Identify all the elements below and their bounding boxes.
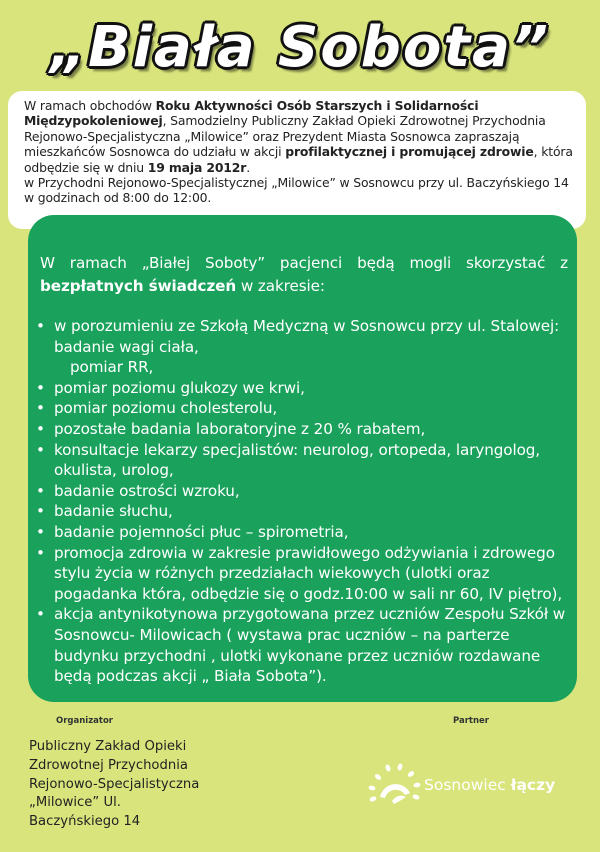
- list-item: • pomiar poziomu glukozy we krwi,: [36, 378, 305, 397]
- list-item: • akcja antynikotynowa przygotowana przez uczniów Zespołu Szkół w Sosnowcu- Milowicach ( wystawa prac uczniów – na parterze budynku przychodni , ulotki wykonane przez uczniów rozdawane będą podczas akcji „ Biała Sobota”).: [36, 605, 566, 686]
- bullet-icon: •: [36, 378, 45, 397]
- bullet-icon: •: [36, 440, 45, 459]
- organizer-line: Rejonowo-Specjalistyczna: [29, 776, 200, 792]
- list-item: • badanie ostrości wzroku,: [36, 481, 240, 500]
- partner-label: Partner: [453, 716, 490, 726]
- sosnowiec-sun-logo-icon: [364, 757, 424, 817]
- bullet-icon: •: [36, 419, 45, 438]
- organizer-address: [29, 738, 269, 832]
- list-item: • badanie pojemności płuc – spirometria,: [36, 522, 349, 541]
- list-item: • badanie słuchu,: [36, 502, 173, 521]
- partner-logo-text: Sosnowiec łączy: [424, 776, 556, 794]
- bullet-icon: •: [36, 502, 45, 521]
- intro-location: w Przychodni Rejonowo-Specjalistycznej „Milowice” w Sosnowcu przy ul. Baczyńskiego 14 w godzinach od 8:00 do 12:00.: [24, 175, 569, 206]
- intro-emphasis-action: profilaktycznej i promującej zdrowie: [285, 144, 534, 160]
- list-item: • pomiar poziomu cholesterolu,: [36, 399, 278, 418]
- intro-text: W ramach obchodów Roku Aktywności Osób Starszych i Solidarności Międzypokoleniowej, Samodzielny Publiczny Zakład Opieki Zdrowotnej Przychodnia Rejonowo-Specjalistyczna „Milowice” oraz Prezydent Miasta Sosnowca zapraszają mieszkańców Sosnowca do udziału w akcji profilaktycznej i promującej zdrowie, która odbędzie się w dniu 19 maja 2012r. w Przychodni Rejonowo-Specjalistycznej „Milowice” w Sosnowcu przy ul. Baczyńskiego 14 w godzinach od 8:00 do 12:00.: [24, 98, 573, 206]
- intro-date: 19 maja 2012r: [147, 159, 247, 175]
- bullet-icon: •: [36, 522, 45, 541]
- organizer-line: Baczyńskiego 14: [29, 814, 141, 830]
- list-item: • pozostałe badania laboratoryjne z 20 % rabatem,: [36, 419, 426, 438]
- intro-emphasis-year: Roku Aktywności Osób Starszych i Solidarności Międzypokoleniowej: [24, 98, 479, 129]
- page-title: „Biała Sobota”: [49, 15, 550, 80]
- organizer-line: Zdrowotnej Przychodnia: [29, 757, 188, 773]
- list-item: pomiar RR,: [70, 358, 154, 377]
- bullet-icon: •: [36, 605, 45, 624]
- bullet-icon: •: [36, 317, 45, 335]
- organizer-line: Publiczny Zakład Opieki: [29, 739, 187, 754]
- list-item: • promocja zdrowia w zakresie prawidłowego odżywiania i zdrowego stylu życia w różnych przedziałach wiekowych (ulotki oraz pogadanka która, odbędzie się o godz.10:00 w sali nr 60, IV piętro),: [36, 543, 563, 603]
- list-item: • w porozumieniu ze Szkołą Medyczną w Sosnowcu przy ul. Stalowej: badanie wagi ciała,: [36, 317, 560, 356]
- bullet-icon: •: [36, 543, 45, 562]
- bullet-icon: •: [36, 481, 45, 500]
- list-item: • konsultacje lekarzy specjalistów: neurolog, ortopeda, laryngolog, okulista, urolog,: [36, 440, 541, 480]
- bullet-icon: •: [36, 399, 45, 418]
- offer-lead: W ramach „Białej Soboty” pacjenci będą mogli skorzystać z bezpłatnych świadczeń w zakresie:: [40, 254, 568, 295]
- offer-list: [36, 316, 572, 687]
- organizer-label: Organizator: [56, 716, 113, 726]
- offer-lead-emphasis: bezpłatnych świadczeń: [40, 277, 237, 295]
- organizer-line: „Milowice” Ul.: [29, 795, 121, 811]
